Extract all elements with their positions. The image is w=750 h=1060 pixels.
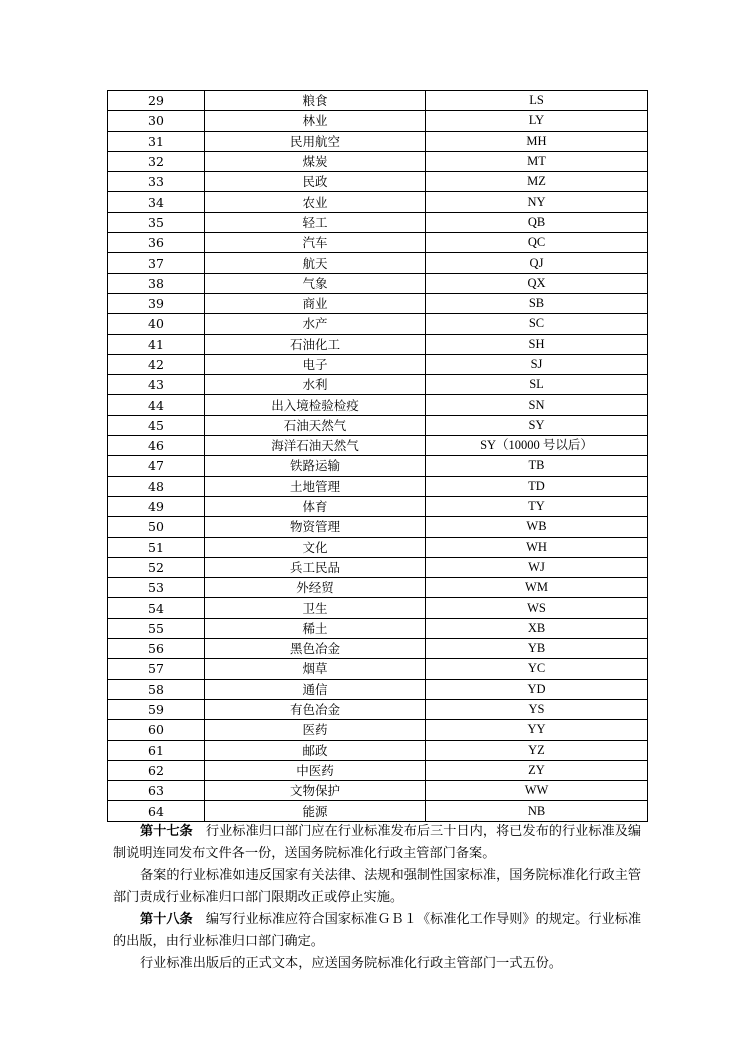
table-row — [108, 740, 648, 760]
industry-code-cell: QC — [426, 233, 648, 253]
industry-code-cell: SY — [426, 415, 648, 435]
row-number-cell: 61 — [108, 740, 205, 760]
industry-name-cell: 稀土 — [205, 618, 426, 638]
industry-code-cell: SY（10000 号以后） — [426, 436, 648, 456]
industry-code-cell: SJ — [426, 354, 648, 374]
industry-code-cell: NY — [426, 192, 648, 212]
row-number-cell: 35 — [108, 212, 205, 232]
industry-name-cell: 商业 — [205, 293, 426, 313]
industry-code-table — [107, 90, 648, 822]
row-number-cell: 38 — [108, 273, 205, 293]
industry-code-cell: WS — [426, 598, 648, 618]
table-row — [108, 537, 648, 557]
industry-code-cell: WM — [426, 578, 648, 598]
industry-code-cell: SC — [426, 314, 648, 334]
row-number-cell: 54 — [108, 598, 205, 618]
table-row — [108, 801, 648, 821]
table-row — [108, 253, 648, 273]
industry-name-cell: 水产 — [205, 314, 426, 334]
industry-code-cell: SN — [426, 395, 648, 415]
row-number-cell: 33 — [108, 172, 205, 192]
industry-code-cell: QJ — [426, 253, 648, 273]
table-row — [108, 639, 648, 659]
industry-name-cell: 农业 — [205, 192, 426, 212]
industry-name-cell: 有色冶金 — [205, 699, 426, 719]
row-number-cell: 57 — [108, 659, 205, 679]
table-row — [108, 436, 648, 456]
article-18-heading: 第十八条 — [140, 912, 193, 927]
industry-code-cell: WW — [426, 781, 648, 801]
industry-name-cell: 邮政 — [205, 740, 426, 760]
table-row — [108, 699, 648, 719]
industry-code-cell: WB — [426, 517, 648, 537]
table-row — [108, 233, 648, 253]
row-number-cell: 43 — [108, 375, 205, 395]
industry-code-cell: YB — [426, 639, 648, 659]
row-number-cell: 31 — [108, 131, 205, 151]
table-row — [108, 395, 648, 415]
row-number-cell: 41 — [108, 334, 205, 354]
table-row — [108, 557, 648, 577]
row-number-cell: 51 — [108, 537, 205, 557]
industry-name-cell: 铁路运输 — [205, 456, 426, 476]
table-row — [108, 314, 648, 334]
article-18-paragraph-1 — [113, 909, 643, 953]
industry-name-cell: 煤炭 — [205, 151, 426, 171]
industry-name-cell: 水利 — [205, 375, 426, 395]
industry-code-cell: YZ — [426, 740, 648, 760]
industry-code-cell: LY — [426, 111, 648, 131]
table-row — [108, 334, 648, 354]
industry-code-cell: QX — [426, 273, 648, 293]
table-row — [108, 578, 648, 598]
industry-code-cell: TD — [426, 476, 648, 496]
industry-name-cell: 土地管理 — [205, 476, 426, 496]
industry-name-cell: 气象 — [205, 273, 426, 293]
table-row — [108, 192, 648, 212]
table-row — [108, 456, 648, 476]
industry-code-cell: NB — [426, 801, 648, 821]
table-row — [108, 720, 648, 740]
row-number-cell: 42 — [108, 354, 205, 374]
row-number-cell: 34 — [108, 192, 205, 212]
industry-name-cell: 兵工民品 — [205, 557, 426, 577]
industry-code-cell: MH — [426, 131, 648, 151]
article-17-heading: 第十七条 — [140, 824, 193, 839]
industry-name-cell: 粮食 — [205, 91, 426, 111]
industry-code-cell: YS — [426, 699, 648, 719]
industry-name-cell: 中医药 — [205, 760, 426, 780]
article-18-text-1: 编写行业标准应符合国家标准ＧＢ１《标准化工作导则》的规定。行业标准的出版，由行业标准归口部门确定。 — [113, 912, 642, 949]
row-number-cell: 30 — [108, 111, 205, 131]
article-18-paragraph-2: 行业标准出版后的正式文本，应送国务院标准化行政主管部门一式五份。 — [140, 956, 562, 971]
industry-name-cell: 海洋石油天然气 — [205, 436, 426, 456]
row-number-cell: 52 — [108, 557, 205, 577]
industry-name-cell: 通信 — [205, 679, 426, 699]
table-row — [108, 618, 648, 638]
table-row — [108, 659, 648, 679]
industry-code-cell: YC — [426, 659, 648, 679]
table-row — [108, 354, 648, 374]
article-17-paragraph-2: 备案的行业标准如违反国家有关法律、法规和强制性国家标准，国务院标准化行政主管部门责成行业标准归口部门限期改正或停止实施。 — [113, 868, 642, 905]
industry-name-cell: 文物保护 — [205, 781, 426, 801]
row-number-cell: 60 — [108, 720, 205, 740]
industry-name-cell: 航天 — [205, 253, 426, 273]
row-number-cell: 37 — [108, 253, 205, 273]
industry-name-cell: 文化 — [205, 537, 426, 557]
industry-name-cell: 民用航空 — [205, 131, 426, 151]
row-number-cell: 46 — [108, 436, 205, 456]
industry-code-cell: LS — [426, 91, 648, 111]
industry-name-cell: 烟草 — [205, 659, 426, 679]
row-number-cell: 55 — [108, 618, 205, 638]
row-number-cell: 32 — [108, 151, 205, 171]
table-row — [108, 212, 648, 232]
row-number-cell: 47 — [108, 456, 205, 476]
industry-code-cell: TY — [426, 496, 648, 516]
table-row — [108, 760, 648, 780]
table-row — [108, 781, 648, 801]
industry-name-cell: 卫生 — [205, 598, 426, 618]
industry-code-cell: YD — [426, 679, 648, 699]
industry-name-cell: 外经贸 — [205, 578, 426, 598]
table-row — [108, 476, 648, 496]
row-number-cell: 29 — [108, 91, 205, 111]
row-number-cell: 63 — [108, 781, 205, 801]
table-row — [108, 91, 648, 111]
row-number-cell: 44 — [108, 395, 205, 415]
industry-code-cell: ZY — [426, 760, 648, 780]
industry-code-cell: WH — [426, 537, 648, 557]
industry-name-cell: 物资管理 — [205, 517, 426, 537]
industry-code-cell: SB — [426, 293, 648, 313]
table-row — [108, 172, 648, 192]
row-number-cell: 50 — [108, 517, 205, 537]
row-number-cell: 64 — [108, 801, 205, 821]
row-number-cell: 59 — [108, 699, 205, 719]
industry-name-cell: 体育 — [205, 496, 426, 516]
article-17-text-1: 行业标准归口部门应在行业标准发布后三十日内，将已发布的行业标准及编制说明连同发布文件各一份，送国务院标准化行政主管部门备案。 — [113, 824, 642, 861]
industry-code-cell: SL — [426, 375, 648, 395]
industry-name-cell: 能源 — [205, 801, 426, 821]
industry-name-cell: 汽车 — [205, 233, 426, 253]
industry-code-cell: XB — [426, 618, 648, 638]
table-row — [108, 151, 648, 171]
article-17-paragraph-1 — [113, 821, 643, 865]
industry-code-cell: MT — [426, 151, 648, 171]
industry-name-cell: 民政 — [205, 172, 426, 192]
table-row — [108, 415, 648, 435]
row-number-cell: 40 — [108, 314, 205, 334]
industry-name-cell: 黑色冶金 — [205, 639, 426, 659]
row-number-cell: 36 — [108, 233, 205, 253]
table-row — [108, 273, 648, 293]
industry-name-cell: 石油天然气 — [205, 415, 426, 435]
industry-name-cell: 轻工 — [205, 212, 426, 232]
row-number-cell: 45 — [108, 415, 205, 435]
row-number-cell: 62 — [108, 760, 205, 780]
industry-code-cell: MZ — [426, 172, 648, 192]
table-row — [108, 679, 648, 699]
table-row — [108, 111, 648, 131]
row-number-cell: 56 — [108, 639, 205, 659]
row-number-cell: 39 — [108, 293, 205, 313]
table-row — [108, 517, 648, 537]
table-row — [108, 293, 648, 313]
industry-name-cell: 出入境检验检疫 — [205, 395, 426, 415]
row-number-cell: 58 — [108, 679, 205, 699]
table-row — [108, 496, 648, 516]
industry-code-cell: SH — [426, 334, 648, 354]
industry-code-cell: TB — [426, 456, 648, 476]
industry-code-cell: QB — [426, 212, 648, 232]
industry-name-cell: 石油化工 — [205, 334, 426, 354]
industry-name-cell: 医药 — [205, 720, 426, 740]
industry-code-cell: YY — [426, 720, 648, 740]
table-row — [108, 598, 648, 618]
industry-code-cell: WJ — [426, 557, 648, 577]
table-row — [108, 375, 648, 395]
industry-name-cell: 林业 — [205, 111, 426, 131]
industry-name-cell: 电子 — [205, 354, 426, 374]
row-number-cell: 49 — [108, 496, 205, 516]
table-row — [108, 131, 648, 151]
row-number-cell: 48 — [108, 476, 205, 496]
industry-code-table-body — [108, 91, 648, 822]
row-number-cell: 53 — [108, 578, 205, 598]
